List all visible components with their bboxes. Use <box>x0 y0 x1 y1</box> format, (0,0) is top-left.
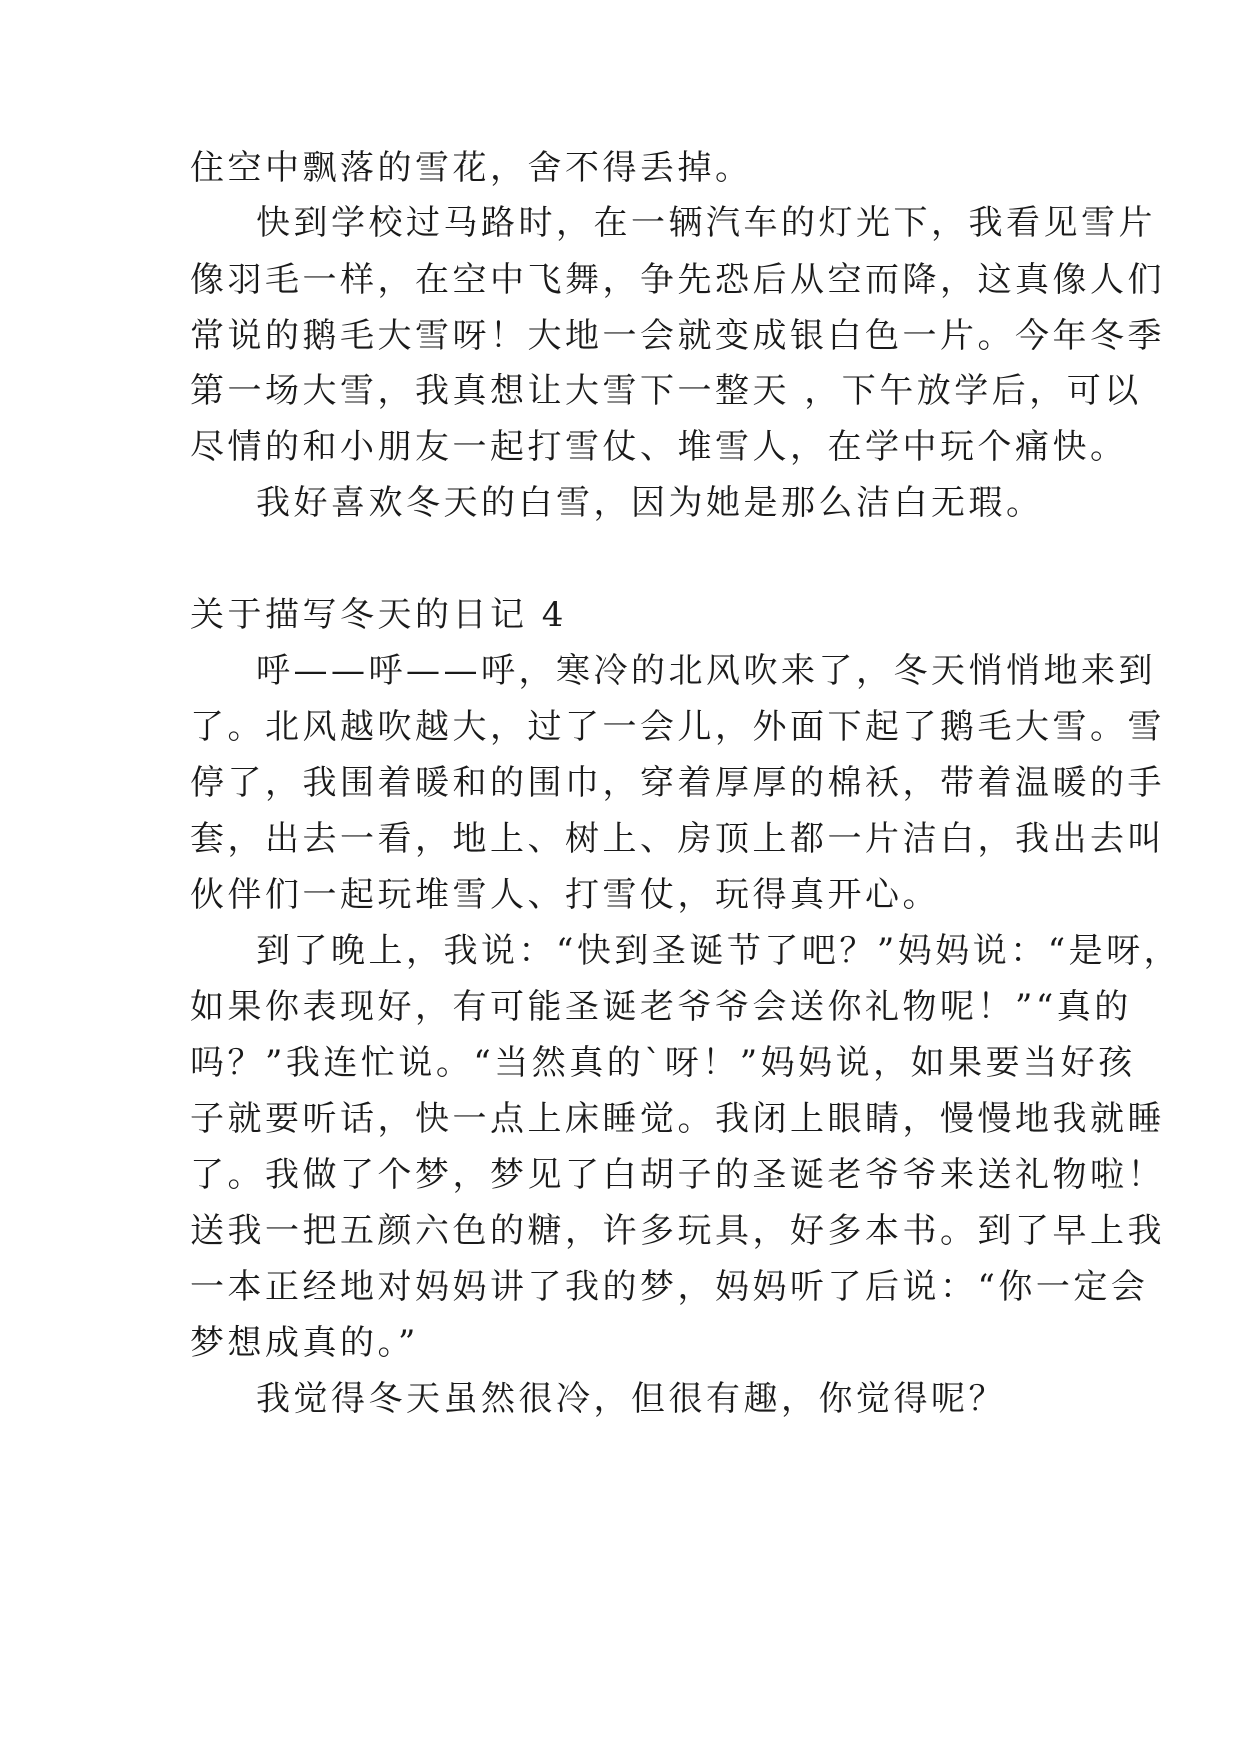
text-line: 套，出去一看，地上、树上、房顶上都一片洁白，我出去叫 <box>190 819 1165 859</box>
text-line: 停了，我围着暖和的围巾，穿着厚厚的棉袄，带着温暖的手 <box>190 763 1165 803</box>
paragraph-start-line: 呼——呼——呼，寒冷的北风吹来了，冬天悄悄地来到 <box>256 651 1156 691</box>
text-line: 住空中飘落的雪花，舍不得丢掉。 <box>190 148 753 188</box>
paragraph-start-line: 我觉得冬天虽然很冷，但很有趣，你觉得呢？ <box>256 1379 1006 1419</box>
paragraph-start-line: 我好喜欢冬天的白雪，因为她是那么洁白无瑕。 <box>256 483 1044 523</box>
text-line: 了。北风越吹越大，过了一会儿，外面下起了鹅毛大雪。雪 <box>190 707 1165 747</box>
text-line: 伙伴们一起玩堆雪人、打雪仗，玩得真开心。 <box>190 875 940 915</box>
text-line: 吗？”我连忙说。“当然真的`呀！”妈妈说，如果要当好孩 <box>190 1043 1136 1083</box>
text-line: 梦想成真的。” <box>190 1323 419 1363</box>
text-line: 送我一把五颜六色的糖，许多玩具，好多本书。到了早上我 <box>190 1211 1165 1251</box>
text-line: 像羽毛一样，在空中飞舞，争先恐后从空而降，这真像人们 <box>190 260 1165 300</box>
text-line: 尽情的和小朋友一起打雪仗、堆雪人，在学中玩个痛快。 <box>190 427 1128 467</box>
text-line: 了。我做了个梦，梦见了白胡子的圣诞老爷爷来送礼物啦！ <box>190 1155 1165 1195</box>
text-line: 子就要听话，快一点上床睡觉。我闭上眼睛，慢慢地我就睡 <box>190 1099 1165 1139</box>
text-line: 如果你表现好，有可能圣诞老爷爷会送你礼物呢！”“真的 <box>190 987 1132 1027</box>
text-line: 一本正经地对妈妈讲了我的梦，妈妈听了后说：“你一定会 <box>190 1267 1149 1307</box>
paragraph-start-line: 到了晚上，我说：“快到圣诞节了吧？”妈妈说：“是呀， <box>256 931 1182 971</box>
paragraph-start-line: 快到学校过马路时，在一辆汽车的灯光下，我看见雪片 <box>256 203 1156 243</box>
section-title: 关于描写冬天的日记 4 <box>190 595 567 635</box>
text-line: 常说的鹅毛大雪呀！大地一会就变成银白色一片。今年冬季 <box>190 316 1165 356</box>
text-line: 第一场大雪，我真想让大雪下一整天 ，下午放学后，可以 <box>190 371 1142 411</box>
